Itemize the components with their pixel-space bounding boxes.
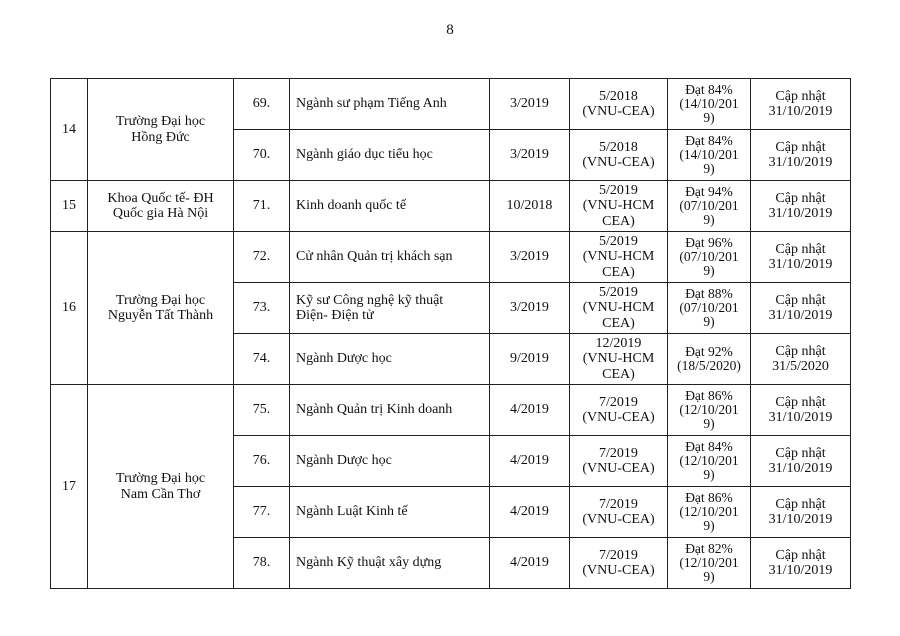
certification-cell-line: 7/2019: [599, 547, 638, 563]
certification-cell: [570, 130, 668, 181]
certification-cell-line: 7/2019: [599, 394, 638, 410]
school-name-cell: [88, 79, 234, 181]
program-name-cell: [290, 283, 490, 334]
program-index-cell: 78.: [234, 538, 290, 589]
update-cell-line: Cập nhật: [775, 496, 826, 512]
update-cell-line: 31/5/2020: [772, 359, 829, 374]
update-cell-line: 31/10/2019: [768, 461, 833, 476]
result-cell-line: 9): [703, 416, 715, 432]
update-cell-line: Cập nhật: [775, 88, 826, 104]
result-cell-line: Đạt 96%: [685, 234, 733, 250]
result-cell-line: Đạt 86%: [685, 387, 733, 403]
certification-cell-line: CEA): [602, 213, 635, 229]
result-cell-line: (14/10/201: [679, 146, 739, 162]
update-cell-line: Cập nhật: [775, 241, 826, 257]
update-cell: [751, 385, 851, 436]
result-cell-line: Đạt 84%: [685, 132, 733, 148]
result-cell-line: 9): [703, 161, 715, 177]
certification-cell: [570, 334, 668, 385]
result-cell-line: 9): [703, 263, 715, 279]
certification-cell-line: CEA): [602, 366, 635, 382]
result-cell-line: 9): [703, 314, 715, 330]
table-body: [51, 79, 851, 589]
update-cell: [751, 181, 851, 232]
program-index-cell: 71.: [234, 181, 290, 232]
result-cell: [668, 130, 751, 181]
school-number-cell: 16: [51, 232, 88, 385]
update-cell-line: Cập nhật: [775, 343, 826, 359]
result-cell-line: (12/10/201: [679, 554, 739, 570]
table-row: [51, 232, 851, 283]
program-index-cell: 75.: [234, 385, 290, 436]
update-cell: [751, 487, 851, 538]
result-cell-line: 9): [703, 467, 715, 483]
certification-cell: [570, 232, 668, 283]
update-cell-line: 31/10/2019: [768, 563, 833, 578]
evaluation-date-cell: 3/2019: [490, 283, 570, 334]
certification-cell-line: (VNU-CEA): [582, 563, 655, 578]
school-name-cell: [88, 232, 234, 385]
update-cell: [751, 79, 851, 130]
result-cell-line: Đạt 84%: [685, 438, 733, 454]
update-cell-line: Cập nhật: [775, 190, 826, 206]
certification-cell-line: (VNU-HCM: [582, 249, 655, 265]
program-index-cell: 73.: [234, 283, 290, 334]
result-cell-line: Đạt 82%: [685, 540, 733, 556]
update-cell-line: 31/10/2019: [768, 308, 833, 323]
table-row: [51, 79, 851, 130]
certification-cell: [570, 181, 668, 232]
program-name-cell-line: Ngành Luật Kinh tế: [296, 504, 408, 520]
program-index-cell: 72.: [234, 232, 290, 283]
update-cell: [751, 334, 851, 385]
result-cell-line: (07/10/201: [679, 197, 739, 213]
certification-cell: [570, 538, 668, 589]
result-cell-line: 9): [703, 110, 715, 126]
program-index-cell: 76.: [234, 436, 290, 487]
program-name-cell-line: Ngành Dược học: [296, 351, 392, 367]
program-name-cell: [290, 334, 490, 385]
result-cell: [668, 385, 751, 436]
program-index-cell: 77.: [234, 487, 290, 538]
result-cell-line: (07/10/201: [679, 299, 739, 315]
program-name-cell: [290, 487, 490, 538]
program-index-cell: 70.: [234, 130, 290, 181]
certification-cell-line: 7/2019: [599, 496, 638, 512]
school-name-line: Nam Cần Thơ: [120, 486, 201, 502]
school-name-cell: [88, 181, 234, 232]
evaluation-date-cell: 10/2018: [490, 181, 570, 232]
certification-cell-line: (VNU-HCM: [582, 351, 655, 367]
certification-cell-line: CEA): [602, 315, 635, 331]
update-cell-line: Cập nhật: [775, 445, 826, 461]
update-cell: [751, 232, 851, 283]
update-cell-line: 31/10/2019: [768, 155, 833, 170]
program-name-cell-line: Ngành Kỹ thuật xây dựng: [296, 555, 442, 571]
result-cell-line: (18/5/2020): [677, 358, 741, 373]
certification-cell: [570, 79, 668, 130]
program-name-cell-line: Kỹ sư Công nghệ kỹ thuật: [296, 292, 444, 308]
result-cell: [668, 79, 751, 130]
program-name-cell: [290, 130, 490, 181]
program-name-cell-line: Ngành Dược học: [296, 453, 392, 469]
result-cell-line: 9): [703, 518, 715, 534]
school-number-cell: 15: [51, 181, 88, 232]
table-row: [51, 385, 851, 436]
certification-cell-line: (VNU-HCM: [582, 198, 655, 214]
certification-cell-line: 7/2019: [599, 445, 638, 461]
certification-cell-line: 5/2018: [599, 139, 638, 155]
school-name-line: Quốc gia Hà Nội: [112, 206, 209, 221]
program-name-cell-line: Cử nhân Quản trị khách sạn: [296, 249, 453, 265]
result-cell-line: Đạt 88%: [685, 285, 733, 301]
evaluation-date-cell: 4/2019: [490, 436, 570, 487]
certification-cell-line: 5/2019: [599, 233, 638, 249]
certification-cell-line: (VNU-HCM: [582, 300, 655, 316]
program-name-cell-line: Ngành giáo dục tiểu học: [296, 147, 433, 163]
school-name-cell: [88, 385, 234, 589]
evaluation-date-cell: 3/2019: [490, 79, 570, 130]
certification-cell-line: (VNU-CEA): [582, 461, 655, 476]
certification-cell: [570, 385, 668, 436]
result-cell-line: (07/10/201: [679, 248, 739, 264]
result-cell: [668, 181, 751, 232]
update-cell: [751, 283, 851, 334]
update-cell-line: 31/10/2019: [768, 206, 833, 221]
result-cell-line: Đạt 84%: [685, 81, 733, 97]
program-name-cell: [290, 436, 490, 487]
evaluation-date-cell: 4/2019: [490, 538, 570, 589]
result-cell: [668, 232, 751, 283]
result-cell-line: (12/10/201: [679, 452, 739, 468]
result-cell: [668, 436, 751, 487]
program-index-cell: 74.: [234, 334, 290, 385]
evaluation-date-cell: 3/2019: [490, 232, 570, 283]
evaluation-date-cell: 9/2019: [490, 334, 570, 385]
school-name-line: Khoa Quốc tế- ĐH: [107, 190, 214, 206]
program-name-cell: [290, 79, 490, 130]
program-name-cell: [290, 538, 490, 589]
accreditation-table: [50, 78, 851, 589]
certification-cell: [570, 436, 668, 487]
certification-cell-line: 5/2019: [599, 182, 638, 198]
result-cell-line: 9): [703, 569, 715, 585]
certification-cell-line: (VNU-CEA): [582, 104, 655, 119]
result-cell: [668, 283, 751, 334]
update-cell-line: Cập nhật: [775, 292, 826, 308]
result-cell-line: Đạt 94%: [685, 183, 733, 199]
result-cell-line: (12/10/201: [679, 503, 739, 519]
school-name-line: Trường Đại học: [115, 114, 206, 130]
update-cell-line: 31/10/2019: [768, 512, 833, 527]
evaluation-date-cell: 4/2019: [490, 487, 570, 538]
program-name-cell-line: Điện- Điện tử: [296, 308, 374, 323]
result-cell: [668, 334, 751, 385]
result-cell-line: Đạt 92%: [685, 343, 733, 359]
program-name-cell: [290, 181, 490, 232]
certification-cell-line: (VNU-CEA): [582, 410, 655, 425]
result-cell-line: (12/10/201: [679, 401, 739, 417]
certification-cell-line: 12/2019: [595, 335, 642, 351]
certification-cell-line: 5/2018: [599, 88, 638, 104]
program-index-cell: 69.: [234, 79, 290, 130]
update-cell: [751, 130, 851, 181]
result-cell-line: 9): [703, 212, 715, 228]
program-name-cell-line: Ngành Quản trị Kinh doanh: [296, 402, 453, 418]
table-row: [51, 181, 851, 232]
result-cell-line: Đạt 86%: [685, 489, 733, 505]
update-cell-line: 31/10/2019: [768, 257, 833, 272]
evaluation-date-cell: 4/2019: [490, 385, 570, 436]
program-name-cell: [290, 385, 490, 436]
update-cell: [751, 436, 851, 487]
school-number-cell: 17: [51, 385, 88, 589]
result-cell: [668, 538, 751, 589]
page-number: 8: [446, 22, 454, 38]
update-cell-line: Cập nhật: [775, 394, 826, 410]
update-cell-line: Cập nhật: [775, 547, 826, 563]
certification-cell-line: (VNU-CEA): [582, 155, 655, 170]
school-name-line: Hồng Đức: [131, 129, 190, 145]
update-cell-line: Cập nhật: [775, 139, 826, 155]
update-cell-line: 31/10/2019: [768, 104, 833, 119]
school-number-cell: 14: [51, 79, 88, 181]
result-cell-line: (14/10/201: [679, 95, 739, 111]
certification-cell: [570, 283, 668, 334]
update-cell: [751, 538, 851, 589]
certification-cell-line: CEA): [602, 264, 635, 280]
program-name-cell-line: Kinh doanh quốc tế: [296, 198, 407, 214]
result-cell: [668, 487, 751, 538]
program-name-cell: [290, 232, 490, 283]
update-cell-line: 31/10/2019: [768, 410, 833, 425]
school-name-line: Nguyễn Tất Thành: [107, 308, 214, 323]
certification-cell: [570, 487, 668, 538]
school-name-line: Trường Đại học: [115, 471, 206, 487]
certification-cell-line: 5/2019: [599, 284, 638, 300]
school-name-line: Trường Đại học: [115, 292, 206, 308]
certification-cell-line: (VNU-CEA): [582, 512, 655, 527]
evaluation-date-cell: 3/2019: [490, 130, 570, 181]
program-name-cell-line: Ngành sư phạm Tiếng Anh: [296, 96, 447, 112]
